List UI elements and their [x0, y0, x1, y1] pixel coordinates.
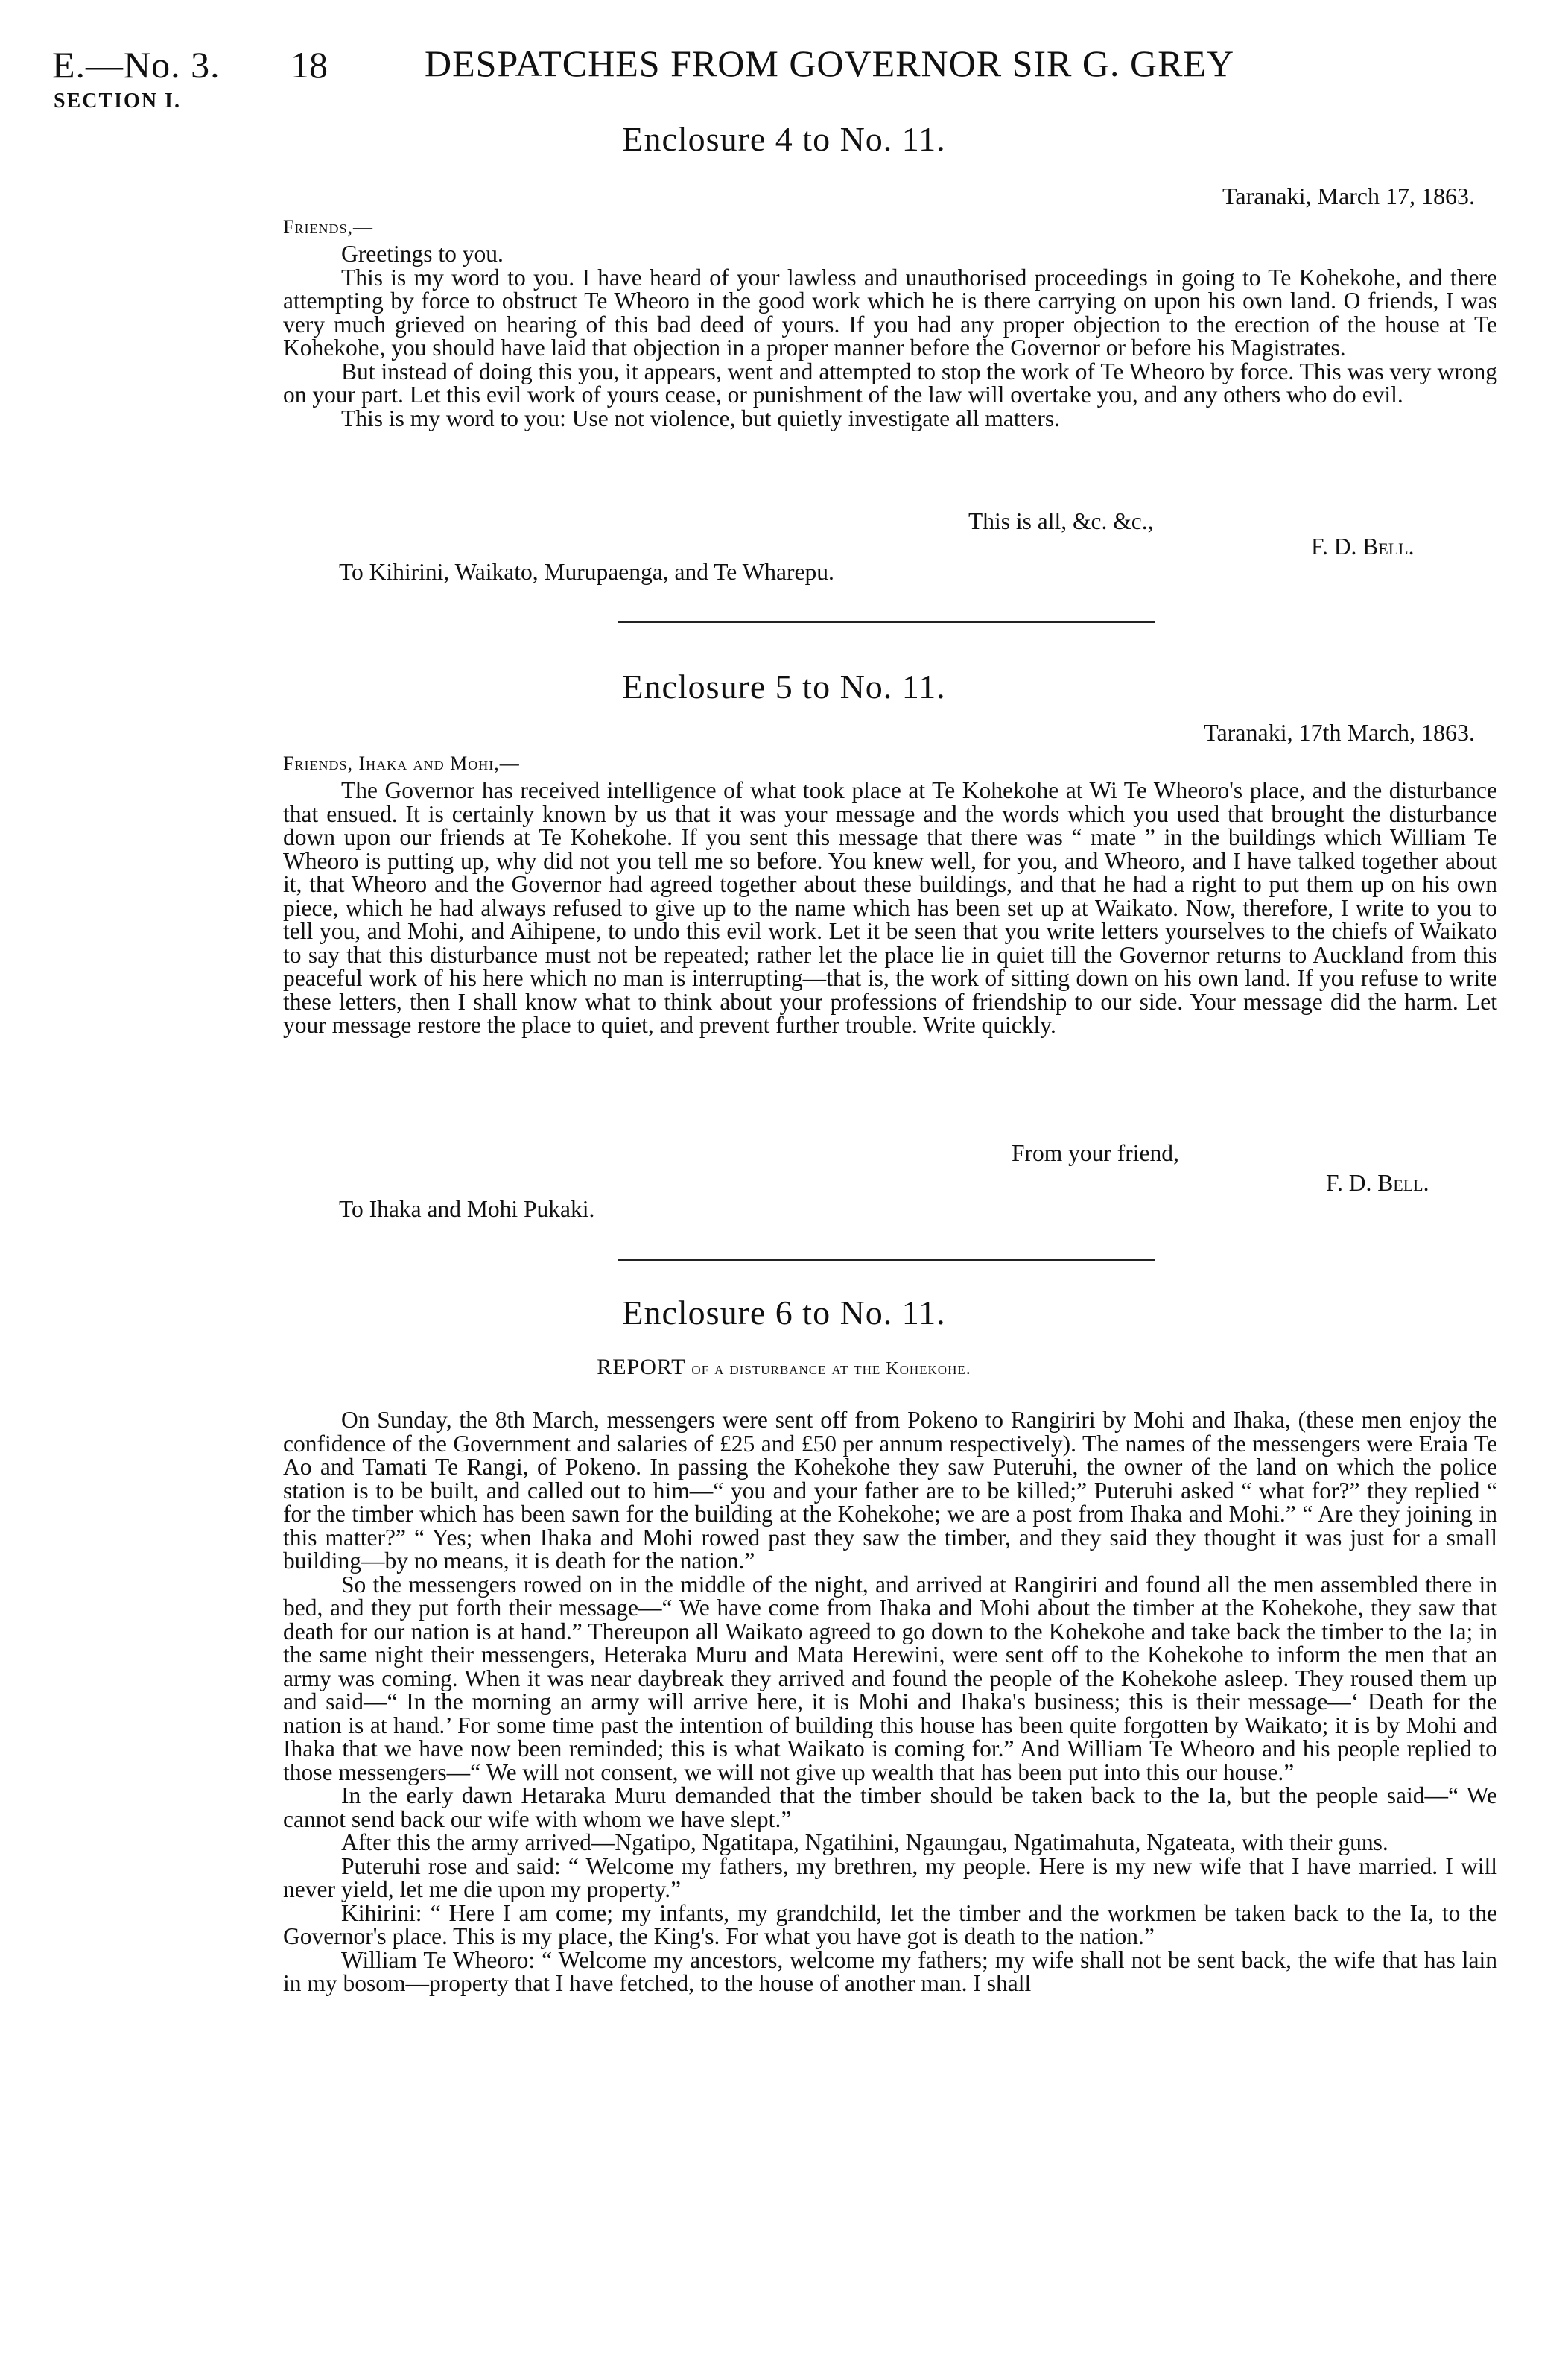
section-divider — [618, 1259, 1155, 1261]
paragraph: In the early dawn Hetaraka Muru demanded that the timber should be taken back to the Ia, but the people said—“ We cannot send back our wife with whom we have slept.” — [283, 1782, 1497, 1832]
enclosure-4-addressee: To Kihirini, Waikato, Murupaenga, and Te Wharepu. — [339, 559, 834, 585]
enclosure-6-heading: Enclosure 6 to No. 11. — [622, 1294, 946, 1332]
section-divider — [618, 621, 1155, 623]
paragraph: Greetings to you. — [341, 241, 504, 267]
paragraph: The Governor has received intelligence of what took place at Te Kohekohe at Wi Te Wheoro's place, and the disturbance that ensued. It is certainly known by us that it was your message and the words which you used that brought the disturbance down upon our friends at Te Kohekohe. If you sent this message that there was “ mate ” in the buildings which William Te Wheoro is putting up, why did not you tell me so before. You knew well, for you, and Wheoro, and I have talked together about it, that Wheoro and the Governor had agreed together about these buildings, and that he had a right to put them up on his own piece, which he had always refused to give up to the name which has been set up at Waikato. Now, therefore, I write to you to tell you, and Mohi, and Aihipene, to undo this evil work. Let it be seen that you write letters yourselves to the chiefs of Waikato to say that this disturbance must not be repeated; rather let the place lie in quiet till the Governor returns to Auckland from this peaceful work of his here which no man is interrupting—that is, the work of sitting down on his own land. If you refuse to write these letters, then I shall know what to think about your professions of friendship to our side. Your message did the harm. Let your message restore the place to quiet, and prevent further trouble. Write quickly. — [283, 777, 1497, 1038]
enclosure-4-heading: Enclosure 4 to No. 11. — [622, 120, 946, 158]
report-title-lead: REPORT — [597, 1355, 685, 1379]
enclosure-5-salutation: Friends, Ihaka and Mohi,— — [283, 753, 520, 774]
enclosure-6-body — [283, 1408, 1497, 1995]
paragraph: Puteruhi rose and said: “ Welcome my fathers, my brethren, my people. Here is my new wife that I have married. I will never yield, let me die upon my property.” — [283, 1852, 1497, 1902]
paragraph: William Te Wheoro: “ Welcome my ancestors, welcome my fathers; my wife shall not be sent back, the wife that has lain in my bosom—property that I have fetched, to the house of another man. I shall — [283, 1946, 1497, 1996]
paragraph: After this the army arrived—Ngatipo, Ngatitapa, Ngatihini, Ngaungau, Ngatimahuta, Ngateata, with their guns. — [341, 1829, 1388, 1855]
paragraph: This is my word to you: Use not violence, but quietly investigate all matters. — [341, 405, 1060, 431]
enclosure-5-body — [283, 779, 1497, 1037]
report-title-rest: of a disturbance at the Kohekohe. — [691, 1359, 971, 1378]
enclosure-5-signature: F. D. Bell. — [1326, 1170, 1429, 1196]
document-code: E.—No. 3. — [52, 44, 220, 86]
page-title: DESPATCHES FROM GOVERNOR SIR G. GREY — [425, 42, 1235, 84]
report-title — [0, 1355, 1568, 1380]
enclosure-5-closing: From your friend, — [1012, 1140, 1179, 1166]
enclosure-4-signature: F. D. Bell. — [1311, 534, 1415, 560]
paragraph: This is my word to you. I have heard of your lawless and unauthorised proceedings in going to Te Kohekohe, and there attempting by force to obstruct Te Wheoro in the good work which he is there carrying on upon his own land. O friends, I was very much grieved on hearing of this bad deed of yours. If you had any proper objection to the erection of the house at Te Kohekohe, you should have laid that objection in a proper manner before the Governor or before his Magistrates. — [283, 264, 1497, 361]
page-number: 18 — [291, 44, 328, 86]
enclosure-4-closing: This is all, &c. &c., — [968, 508, 1154, 534]
enclosure-5-place-date: Taranaki, 17th March, 1863. — [1204, 719, 1475, 746]
enclosure-5-addressee: To Ihaka and Mohi Pukaki. — [339, 1196, 595, 1222]
enclosure-4-body — [283, 242, 1497, 430]
paragraph: On Sunday, the 8th March, messengers were sent off from Pokeno to Rangiriri by Mohi and Ihaka, (these men enjoy the confidence of the Government and salaries of £25 and £50 per annum respectively). The names of the messengers were Eraia Te Ao and Tamati Te Rangi, of Pokeno. In passing the Kohekohe they saw Puteruhi, the owner of the land on which the police station is to be built, and called out to him—“ you and your father are to be killed;” Puteruhi asked “ what for?” they replied “ for the timber which has been sawn for the building at the Kohekohe; we are a post from Ihaka and Mohi.” “ Are they joining in this matter?” “ Yes; when Ihaka and Mohi rowed past they saw the timber, and they said they thought it was just for a small building—by no means, it is death for the nation.” — [283, 1407, 1497, 1574]
enclosure-4-place-date: Taranaki, March 17, 1863. — [1222, 183, 1475, 209]
paragraph: Kihirini: “ Here I am come; my infants, my grandchild, let the timber and the workmen be taken back to the Ia, to the Governor's place. This is my place, the King's. For what you have got is death to the nation.” — [283, 1899, 1497, 1949]
enclosure-4-salutation: Friends,— — [283, 216, 373, 238]
paragraph: But instead of doing this you, it appears, went and attempted to stop the work of Te Wheoro by force. This was very wrong on your part. Let this evil work of yours cease, or punishment of the law will overtake you, and any others who do evil. — [283, 358, 1497, 408]
paragraph: So the messengers rowed on in the middle of the night, and arrived at Rangiriri and found all the men assembled there in bed, and they put forth their message—“ We have come from Ihaka and Mohi about the timber at the Kohekohe, they saw that death for our nation is at hand.” Thereupon all Waikato agreed to go down to the Kohekohe and take back the timber to the Ia; in the same night their messengers, Heteraka Muru and Mata Herewini, were sent off to the Kohekohe to inform the men that an army was coming. When it was near daybreak they arrived and found the people of the Kohekohe asleep. They roused them up and said—“ In the morning an army will arrive here, it is Mohi and Ihaka's business; this is their message—‘ Death for the nation is at hand.’ For some time past the intention of building this house has been quite forgotten by Waikato; it is by Mohi and Ihaka that we have now been reminded; this is what Waikato is coming for.” And William Te Wheoro and his people replied to those messengers—“ We will not consent, we will not give up wealth that has been put into this our house.” — [283, 1571, 1497, 1785]
section-label: SECTION I. — [54, 89, 181, 113]
enclosure-5-heading: Enclosure 5 to No. 11. — [622, 668, 946, 706]
